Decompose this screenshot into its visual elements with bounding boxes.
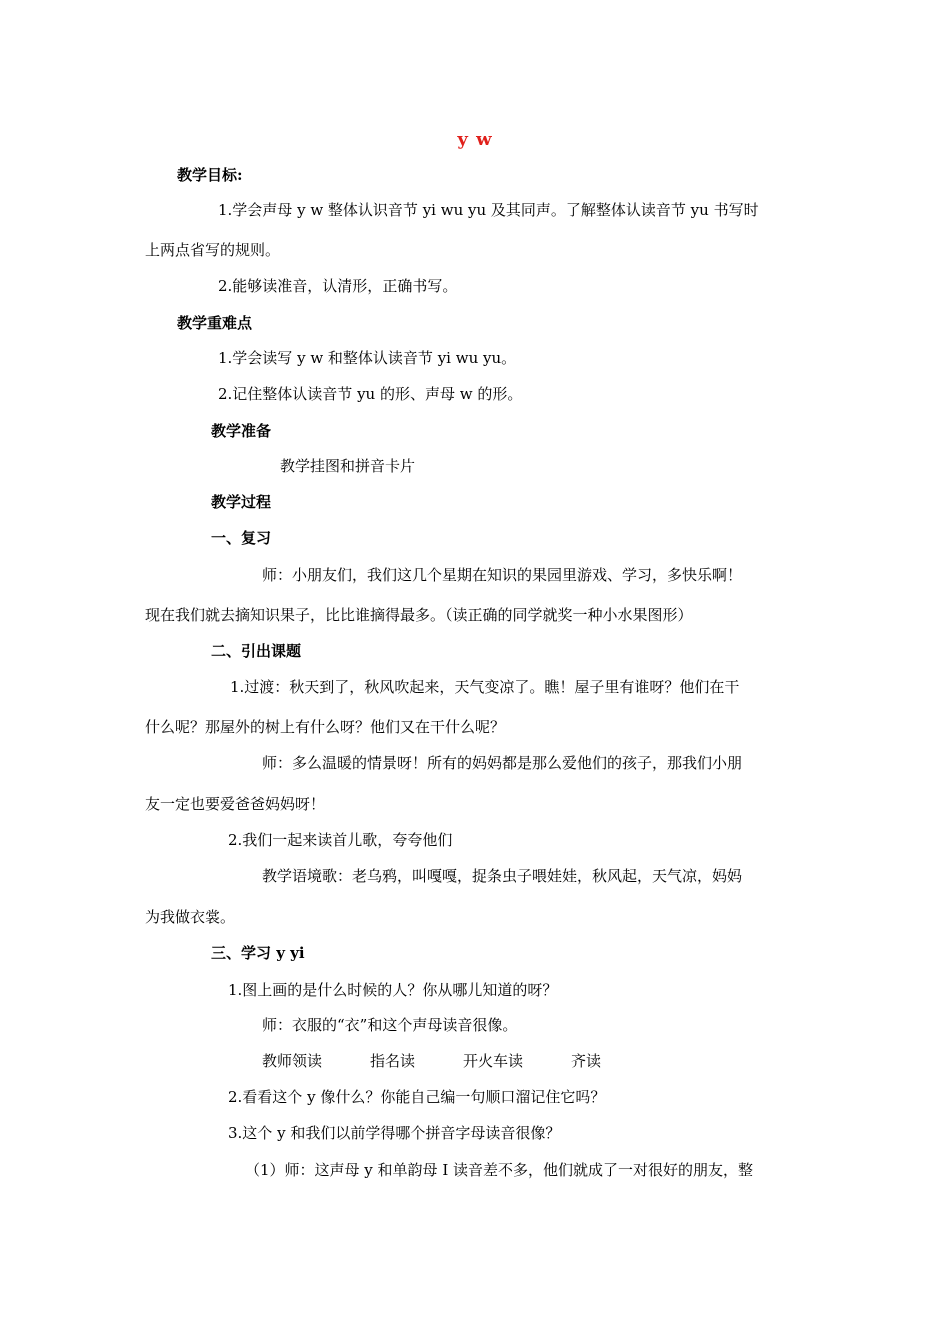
preparation-text: 教学挂图和拼音卡片 (280, 457, 416, 475)
reading-method: 教师领读 (262, 1052, 323, 1070)
section-3-line-4: 3.这个 y 和我们以前学得哪个拼音字母读音很像？ (228, 1124, 561, 1142)
section-3-line-5: （1）师：这声母 y 和单韵母 I 读音差不多，他们就成了一对很好的朋友，整 (245, 1161, 754, 1179)
section-3-heading: 三、学习 y yi (211, 944, 305, 962)
section-2-line-2: 什么呢？那屋外的树上有什么呀？他们又在干什么呢？ (145, 718, 506, 736)
section-2-line-1: 1.过渡：秋天到了，秋风吹起来，天气变凉了。瞧！屋子里有谁呀？他们在干 (230, 678, 740, 696)
goal-item-1-line-2: 上两点省写的规则。 (145, 241, 281, 259)
goal-item-1-line-1: 1.学会声母 y w 整体认识音节 yi wu yu 及其同声。了解整体认读音节 yu 书写时 (218, 201, 759, 219)
section-2-line-7: 为我做衣裳。 (145, 908, 236, 926)
section-2-line-5: 2.我们一起来读首儿歌，夸夸他们 (228, 831, 453, 849)
key-point-1: 1.学会读写 y w 和整体认读音节 yi wu yu。 (218, 349, 517, 367)
section-1-line-1: 师：小朋友们，我们这几个星期在知识的果园里游戏、学习，多快乐啊！ (262, 566, 743, 584)
heading-teaching-goals: 教学目标: (177, 166, 243, 184)
key-point-2: 2.记住整体认读音节 yu 的形、声母 w 的形。 (218, 385, 523, 403)
heading-process: 教学过程 (211, 493, 272, 511)
page-title: y w (457, 129, 493, 150)
reading-methods-row (262, 1051, 649, 1071)
reading-method: 指名读 (370, 1052, 416, 1070)
section-3-line-3: 2.看看这个 y 像什么？你能自己编一句顺口溜记住它吗？ (228, 1088, 606, 1106)
section-2-line-4: 友一定也要爱爸爸妈妈呀！ (145, 795, 326, 813)
heading-preparation: 教学准备 (211, 422, 272, 440)
section-2-line-6: 教学语境歌：老乌鸦，叫嘎嘎，捉条虫子喂娃娃，秋风起，天气凉，妈妈 (262, 867, 743, 885)
heading-key-points: 教学重难点 (177, 314, 253, 332)
section-1-line-2: 现在我们就去摘知识果子，比比谁摘得最多。（读正确的同学就奖一种小水果图形） (145, 606, 693, 624)
section-3-line-1: 1.图上画的是什么时候的人？你从哪儿知道的呀？ (228, 981, 558, 999)
section-1-heading: 一、复习 (211, 529, 272, 547)
section-2-line-3: 师：多么温暖的情景呀！所有的妈妈都是那么爱他们的孩子，那我们小朋 (262, 754, 743, 772)
goal-item-2: 2.能够读准音，认清形，正确书写。 (218, 277, 458, 295)
reading-method: 齐读 (571, 1052, 602, 1070)
section-2-heading: 二、引出课题 (211, 642, 302, 660)
reading-method: 开火车读 (463, 1052, 524, 1070)
section-3-line-2: 师：衣服的“衣”和这个声母读音很像。 (262, 1016, 518, 1034)
